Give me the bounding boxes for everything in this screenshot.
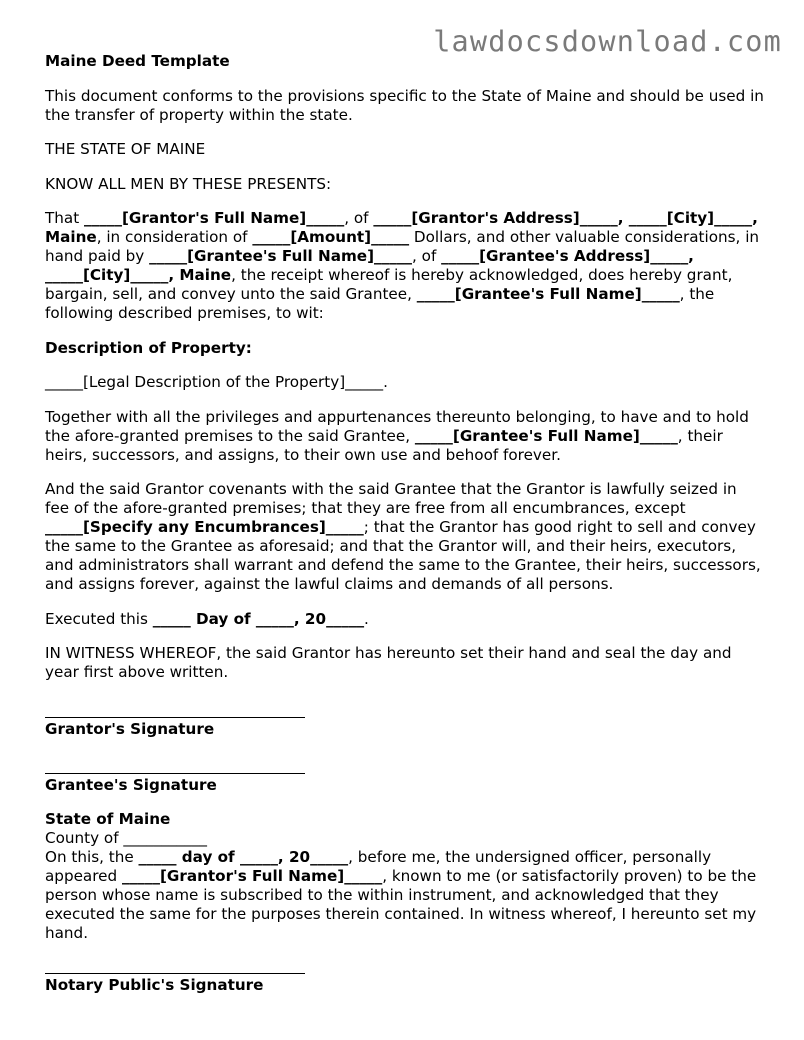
grant-text: , of: [412, 247, 442, 265]
notary-text: On this, the: [45, 847, 139, 866]
grantor-address-field: _____[Grantor's Address]_____, _____[City]_____, Maine: [45, 209, 758, 246]
notary-signature-label: Notary Public's Signature: [45, 975, 264, 994]
grant-text: , the receipt whereof is hereby acknowledged, does hereby grant, bargain, sell, and convey unto the said Grantee,: [45, 266, 733, 303]
witness-paragraph: IN WITNESS WHEREOF, the said Grantor has hereunto set their hand and seal the day and year first above written.: [45, 644, 732, 681]
notary-county: County of ___________: [45, 828, 207, 847]
grant-text: Dollars, and other valuable considerations, in hand paid by: [45, 228, 760, 265]
notary-signature-block: [45, 954, 765, 995]
notary-text: , known to me (or satisfactorily proven) to be the person whose name is subscribed to the within instrument, and acknowledged that they executed the same for the purposes therein contained. In witness whereof, I hereunto set my hand.: [45, 866, 757, 942]
amount-field: _____[Amount]_____: [252, 228, 410, 246]
notary-block: [45, 810, 765, 943]
state-heading: THE STATE OF MAINE: [45, 140, 206, 158]
together-paragraph: [45, 408, 765, 465]
grant-text: , the following described premises, to wit:: [45, 285, 715, 322]
intro-paragraph: This document conforms to the provisions specific to the State of Maine and should be used in the transfer of property within the state.: [45, 86, 764, 124]
grant-text: , in consideration of: [96, 228, 253, 246]
executed-text: .: [364, 609, 369, 628]
grantee-signature-line: [45, 754, 305, 774]
executed-text: Executed this: [45, 609, 153, 628]
grant-text: That: [45, 209, 84, 227]
grantee-address-field: _____[Grantee's Address]_____, _____[City]_____, Maine: [45, 247, 694, 284]
notary-paragraph: [45, 848, 765, 943]
grantor-signature-label: Grantor's Signature: [45, 719, 215, 738]
grantee-signature-block: [45, 754, 765, 795]
executed-line: [45, 610, 765, 629]
deed-document: [45, 52, 765, 995]
covenant-paragraph: [45, 480, 765, 594]
know-all-heading: KNOW ALL MEN BY THESE PRESENTS:: [45, 174, 332, 193]
covenant-text: ; that the Grantor has good right to sell and convey the same to the Grantee as aforesaid; and that the Grantor will, and their heirs, executors, and administrators shall warrant and defend the same to the Grantee, their heirs, successors, and assigns forever, against the lawful claims and demands of all persons.: [45, 518, 761, 593]
legal-description: _____[Legal Description of the Property]_____.: [45, 373, 388, 391]
notary-date-field: _____ day of _____, 20_____: [138, 847, 349, 866]
together-text: , their heirs, successors, and assigns, to their own use and behoof forever.: [45, 426, 723, 464]
grantee-name-field: _____[Grantee's Full Name]_____: [414, 426, 678, 445]
document-title: Maine Deed Template: [45, 52, 230, 70]
grant-text: , of: [344, 209, 374, 227]
notary-text: , before me, the undersigned officer, personally appeared: [45, 847, 712, 885]
watermark: lawdocsdownload.com: [433, 25, 782, 58]
encumbrances-field: _____[Specify any Encumbrances]_____: [45, 518, 364, 536]
covenant-text: And the said Grantor covenants with the said Grantee that the Grantor is lawfully seized in fee of the afore-granted premises; that they are free from all encumbrances, except: [45, 480, 737, 517]
together-text: Together with all the privileges and appurtenances thereunto belonging, to have and to hold the afore-granted premises to the said Grantee,: [45, 407, 749, 445]
notary-signature-line: [45, 954, 305, 974]
grantee-signature-label: Grantee's Signature: [45, 775, 217, 794]
grantee-name-field: _____[Grantee's Full Name]_____: [149, 247, 413, 265]
grantor-signature-line: [45, 698, 305, 718]
grant-paragraph: [45, 209, 765, 323]
grantor-name-field: _____[Grantor's Full Name]_____: [121, 866, 383, 885]
executed-date-field: _____ Day of _____, 20_____: [152, 609, 365, 628]
grantor-name-field: _____[Grantor's Full Name]_____: [84, 209, 345, 227]
grantor-signature-block: [45, 698, 765, 739]
notary-state: State of Maine: [45, 809, 171, 828]
grantee-name-field: _____[Grantee's Full Name]_____: [416, 285, 680, 303]
description-heading: Description of Property:: [45, 338, 252, 357]
